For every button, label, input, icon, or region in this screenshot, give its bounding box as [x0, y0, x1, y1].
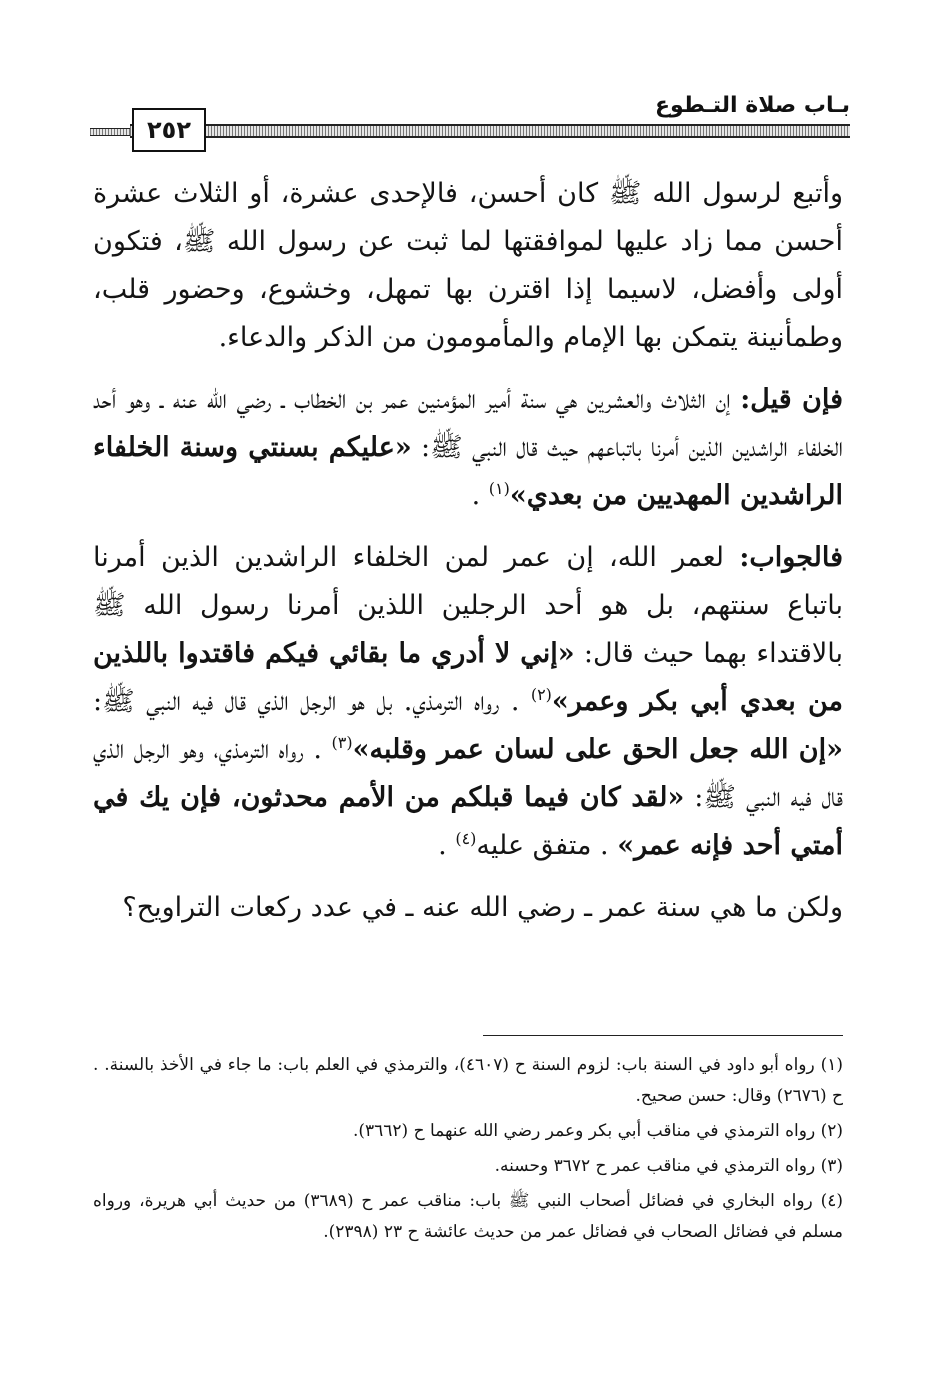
page-number: ٢٥٢	[132, 108, 206, 152]
footnote-2	[93, 1116, 843, 1147]
paragraph-2-lead: فإن قيل:	[740, 384, 844, 415]
footnote-1	[93, 1050, 843, 1112]
footnotes	[93, 1050, 843, 1252]
hadith-quote-1: «عليكم بسنتي وسنة الخلفاء الراشدين المهديين من بعدي»	[93, 432, 843, 511]
paragraph-1: وأتبع لرسول الله ﷺ كان أحسن، فالإحدى عشرة، أو الثلاث عشرة أحسن مما زاد عليها لموافقتها لما ثبت عن رسول الله ﷺ، فتكون أولى وأفضل، لاسيما إذا اقترن بها تمهل، وخشوع، وحضور قلب، وطمأنينة يتمكن بها الإمام والمأمومون من الذكر والدعاء.	[93, 178, 843, 353]
footnote-text: رواه أبو داود في السنة باب: لزوم السنة ح (٤٦٠٧)، والترمذي في العلم باب: ما جاء في الأخذ بالسنة. . ح (٢٦٧٦) وقال: حسن صحيح.	[93, 1055, 843, 1106]
main-text	[93, 170, 843, 946]
footnote-number: (١)	[820, 1055, 843, 1075]
footnote-text: رواه الترمذي في مناقب عمر ح ٣٦٧٢ وحسنه.	[494, 1156, 821, 1176]
paragraph-2-text: إن الثلاث والعشرين هي سنة أمير المؤمنين عمر بن الخطاب ـ رضي الله عنه ـ وهو أحد الخلفاء الراشدين الذين أمرنا باتباعهم حيث قال النبي ﷺ:	[93, 384, 843, 463]
paragraph-3-text-2: . رواه الترمذي. بل هو الرجل الذي قال فيه النبي ﷺ:	[93, 686, 531, 717]
paragraph-2	[93, 376, 843, 520]
page-header	[90, 92, 850, 152]
header-ornament-band	[130, 124, 850, 138]
footnote-number: (٣)	[820, 1156, 843, 1176]
hadith-quote-2: «إني لا أدري ما بقائي فيكم فاقتدوا باللذين من بعدي أبي بكر وعمر»	[93, 638, 843, 717]
header-ornament-band-left	[90, 128, 130, 136]
footnote-3	[93, 1151, 843, 1182]
footnote-number: (٤)	[820, 1191, 843, 1211]
footnote-ref-4: (٤)	[455, 829, 477, 848]
paragraph-3-text-5: .	[438, 830, 456, 861]
footnote-text: رواه البخاري في فضائل أصحاب النبي ﷺ باب: مناقب عمر ح (٣٦٨٩) من حديث أبي هريرة، ورواه مسلم في فضائل الصحاب في فضائل عمر من حديث عائشة ح ٢٣ (٢٣٩٨).	[93, 1191, 843, 1242]
paragraph-3-text-1: لعمر الله، إن عمر لمن الخلفاء الراشدين الذين أمرنا باتباع سنتهم، بل هو أحد الرجلين اللذين أمرنا رسول الله ﷺ بالاقتداء بهما حيث قال:	[93, 542, 843, 669]
hadith-quote-3: «إن الله جعل الحق على لسان عمر وقلبه»	[352, 734, 844, 765]
paragraph-3-lead: فالجواب:	[739, 542, 843, 573]
footnote-ref-1: (١)	[488, 479, 510, 498]
footnote-number: (٢)	[820, 1121, 843, 1141]
footnote-ref-2: (٢)	[530, 685, 552, 704]
paragraph-3-text-3: . رواه الترمذي، وهو الرجل الذي قال فيه النبي ﷺ:	[93, 734, 844, 813]
footnote-ref-3: (٣)	[331, 733, 353, 752]
footnote-4	[93, 1186, 843, 1248]
paragraph-2-end: .	[471, 480, 489, 511]
chapter-title: بـاب صلاة التـطوع	[655, 93, 850, 118]
paragraph-4: ولكن ما هي سنة عمر ـ رضي الله عنه ـ في عدد ركعات التراويح؟	[122, 892, 843, 923]
paragraph-3-text-4: . متفق عليه	[476, 830, 618, 861]
footnote-text: رواه الترمذي في مناقب أبي بكر وعمر رضي الله عنهما ح (٣٦٦٢).	[352, 1121, 821, 1141]
hadith-quote-4: «لقد كان فيما قبلكم من الأمم محدثون، فإن يك في أمتي أحد فإنه عمر»	[93, 782, 843, 861]
footnote-divider	[483, 1035, 843, 1036]
paragraph-3	[93, 534, 843, 870]
